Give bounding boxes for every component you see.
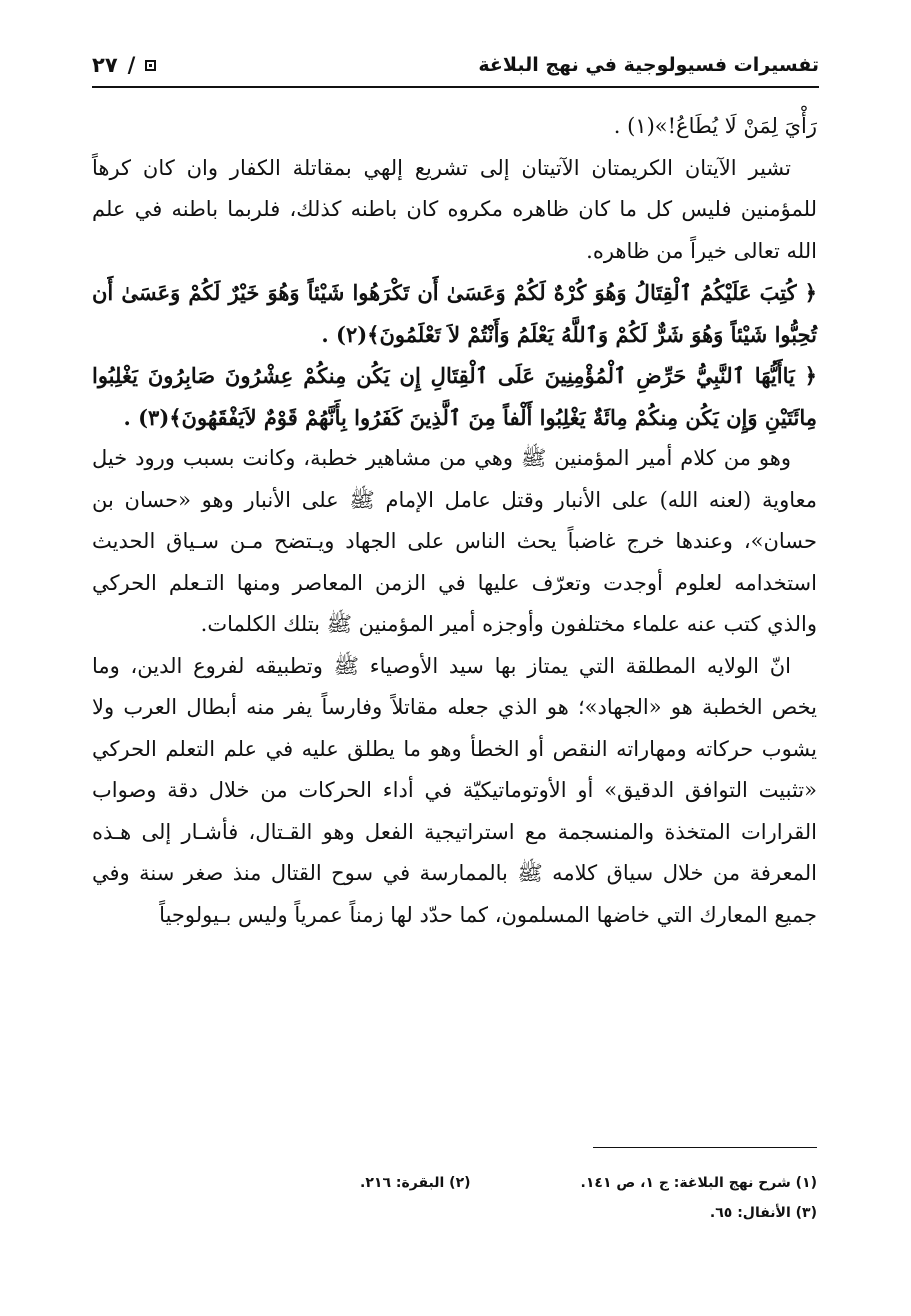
footnote-separator [593, 1147, 817, 1148]
square-ornament-icon [145, 60, 156, 71]
quran-verse-baqara: ﴿ كُتِبَ عَلَيْكُمُ ٱلْقِتَالُ وَهُوَ كُرْهٌ لَكُمْ وَعَسَىٰ أَن تَكْرَهُوا شَيْئاً وَهُوَ خَيْرٌ لَكُمْ وَعَسَىٰ أَن تُحِبُّوا شَيْئاً وَهُوَ شَرٌّ لَكُمْ وَٱللَّهُ يَعْلَمُ وَأَنْتُمْ لاَ تَعْلَمُونَ﴾(٢) . [92, 280, 817, 347]
paragraph-context: وهو من كلام أمير المؤمنين ﷺ وهي من مشاهير خطبة، وكانت بسبب ورود خيل معاوية (لعنه الله) على الأنبار وقتل عامل الإمام ﷺ على الأنبار وهو «حسان بن حسان»، وعندها خرج غاضباً يحث الناس على الجهاد ويـتضح مـن سـياق الحديث استخدامه لعلوم أوجدت وتعرّف عليها في الزمن المعاصر ومنها التـعلم الحركي والذي كتب عنه علماء مختلفون وأوجزه أمير المؤمنين ﷺ بتلك الكلمات. [92, 446, 817, 636]
footnote-2: (٢) البقرة: ٢١٦. [360, 1175, 471, 1191]
page-number-block [92, 53, 156, 77]
quote-ending: رَأْيَ لِمَنْ لَا يُطَاعُ!»(١) . [613, 114, 817, 138]
body-text [92, 106, 817, 936]
footnotes [92, 1168, 817, 1228]
footnote-1: (١) شرح نهج البلاغة: ج ١، ص ١٤١. [580, 1175, 817, 1191]
quran-verse-anfal: ﴿ يَاأَيُّهَا ٱلنَّبِيُّ حَرِّضِ ٱلْمُؤْمِنِينَ عَلَى ٱلْقِتَالِ إِن يَكُن مِنكُمْ عِشْرُونَ صَابِرُونَ يَغْلِبُوا مِائَتَيْنِ وَإِن يَكُن مِنكُمْ مِائَةٌ يَغْلِبُوا أَلْفاً مِنَ ٱلَّذِينَ كَفَرُوا بِأَنَّهُمْ قَوْمٌ لاَيَفْقَهُونَ﴾(٣) . [92, 363, 817, 430]
paragraph-analysis: انّ الولايه المطلقة التي يمتاز بها سيد الأوصياء ﷺ وتطبيقه لفروع الدين، وما يخص الخطبة هو «الجهاد»؛ هو الذي جعله مقاتلاً وفارساً يفر منه أبطال العرب ولا يشوب حركاته ومهاراته النقص أو الخطأ وهو ما يطلق عليه في علم التعلم الحركي «تثبيت التوافق الدقيق» أو الأوتوماتيكيّة في أداء الحركات من خلال دقة وصواب القرارات المتخذة والمنسجمة مع استراتيجية الفعل وهو القـتال، فأشـار إلى هـذه المعرفة من خلال سياق كلامه ﷺ بالممارسة في سوح القتال منذ صغر سنة وفي جميع المعارك التي خاضها المسلمون، كما حدّد لها زمناً عمرياً وليس بـيولوجياً [92, 653, 817, 927]
running-header [92, 44, 819, 88]
header-separator: / [127, 53, 136, 77]
paragraph-intro: تشير الآيتان الكريمتان الآتيتان إلى تشريع إلهي بمقاتلة الكفار وان كان كرهاً للمؤمنين فليس كل ما كان ظاهره مكروه كان باطنه كذلك، فلربما باطنه في علم الله تعالى خيراً من ظاهره. [92, 155, 817, 263]
footnote-3: (٣) الأنفال: ٦٥. [709, 1205, 817, 1221]
page-number: ٢٧ [92, 53, 118, 77]
header-title: تفسيرات فسيولوجية في نهج البلاغة [478, 54, 819, 76]
